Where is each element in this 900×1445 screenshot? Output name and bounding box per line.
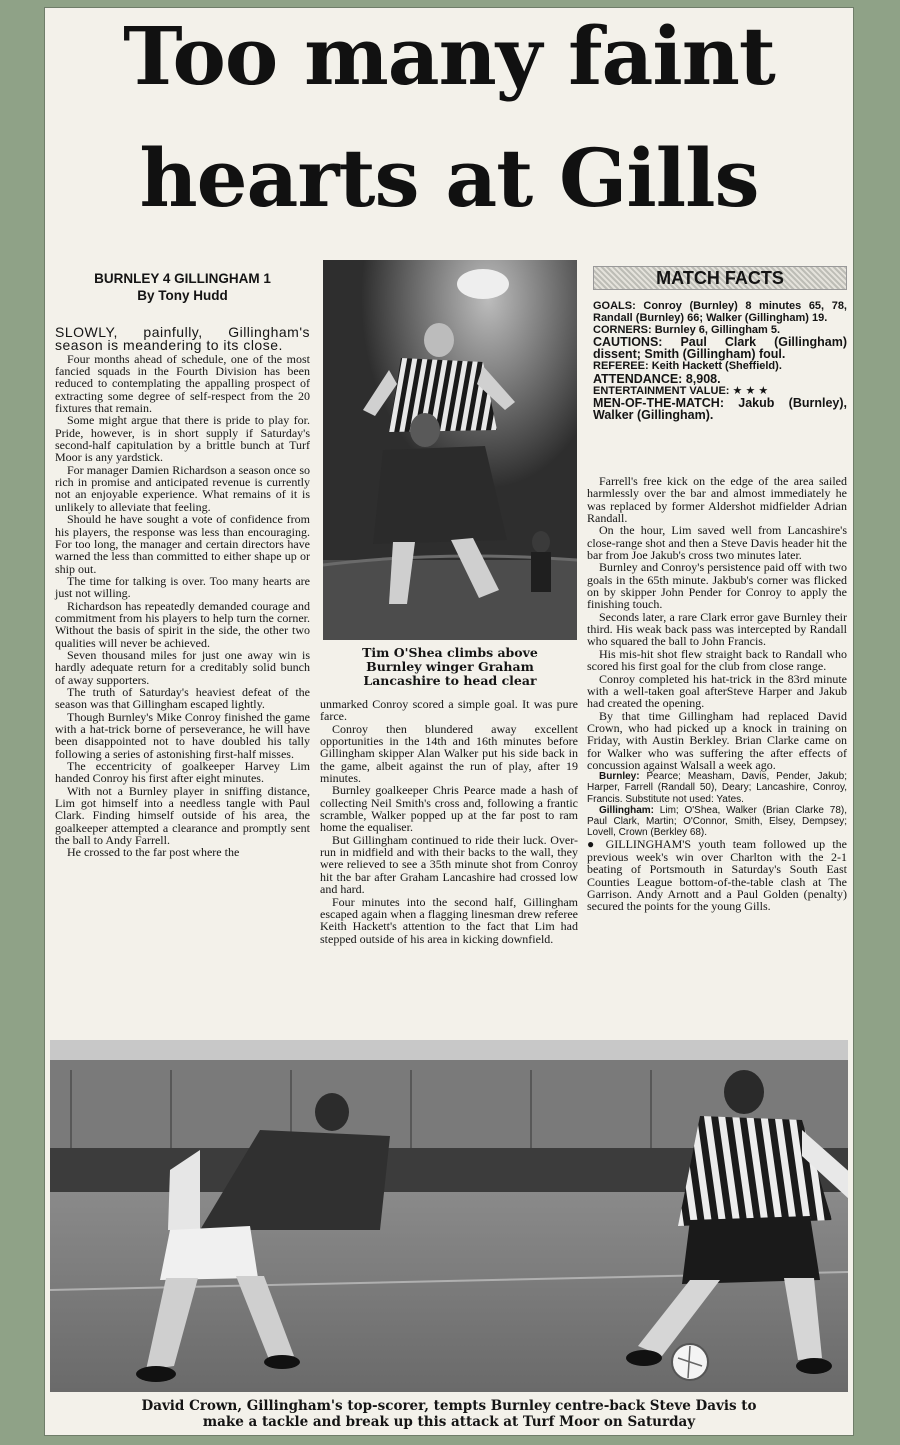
- article-paragraph: SLOWLY, painfully, Gillingham's season is meandering to its close.: [55, 324, 310, 354]
- article-paragraph: Some might argue that there is pride to play for. Pride, however, is in short supply if Saturday's second-half capitulation by a brittle bunch at Turf Moor is any yardstick.: [55, 413, 310, 465]
- article-paragraph: Farrell's free kick on the edge of the area sailed harmlessly over the bar and almost immediately he was replaced by former Aldershot midfielder Adrian Randall.: [587, 474, 847, 526]
- article-paragraph: With not a Burnley player in sniffing distance, Lim got himself into a needless tangle with Paul Clark. Finding himself outside of his area, the goalkeeper attempted a clearance and promptly sent the ball to Andy Farrell.: [55, 783, 310, 848]
- photo-header-challenge: [323, 260, 577, 640]
- headline-line-2: hearts at Gills: [139, 131, 759, 225]
- facts-men-of-the-match: MEN-OF-THE-MATCH: Jakub (Burnley), Walker (Gillingham).: [593, 395, 847, 422]
- photo-caption-1: Tim O'Shea climbs above Burnley winger Graham Lancashire to head clear: [362, 645, 538, 688]
- article-paragraph: For manager Damien Richardson a season once so rich in promise and anticipated revenue is currently not an enjoyable experience. What remains of it is unlikely to alleviate that feeling.: [55, 462, 310, 514]
- article-paragraph: Conroy then blundered away excellent opportunities in the 14th and 16th minutes before Gillingham skipper Alan Walker put his side back in the game, albeit against the run of play, after 19 minutes.: [320, 721, 578, 786]
- photo-caption-2: David Crown, Gillingham's top-scorer, tempts Burnley centre-back Steve Davis to make a tackle and break up this attack at Turf Moor on Saturday: [141, 1398, 757, 1430]
- article-column-1: [55, 326, 310, 859]
- article-paragraph: Burnley goalkeeper Chris Pearce made a hash of collecting Neil Smith's cross and, following a frantic scramble, Walker popped up at the far post to ram home the equaliser.: [320, 783, 578, 835]
- article-paragraph: He crossed to the far post where the: [67, 845, 240, 860]
- article-paragraph: Four months ahead of schedule, one of the most fancied squads in the Fourth Division has been reduced to contemplating the appalling prospect of extracting some degree of self-respect from the 20 fixtures that remain.: [55, 351, 310, 416]
- article-paragraph: Conroy completed his hat-trick in the 83rd minute with a well-taken goal afterSteve Harper and Jakub had created the opening.: [587, 671, 847, 711]
- facts-entertainment: ENTERTAINMENT VALUE: ★ ★ ★: [593, 384, 769, 397]
- article-paragraph: Richardson has repeatedly demanded courage and commitment from his players to help turn the corner. Without the basis of spirit in the side, the other two qualities will never be achieved.: [55, 598, 310, 650]
- article-paragraph: By that time Gillingham had replaced David Crown, who had picked up a knock in training on Friday, with Austin Berkley. Brian Clarke came on for Walker who was suffering the after effects of concussion against Walsall a week ago.: [587, 708, 847, 772]
- byline: [55, 270, 310, 304]
- star-rating: ★ ★ ★: [732, 384, 769, 397]
- facts-referee: REFEREE: Keith Hackett (Sheffield).: [593, 360, 782, 373]
- article-paragraph: unmarked Conroy scored a simple goal. It was pure farce.: [320, 697, 578, 724]
- headline-line-1: Too many faint: [123, 9, 775, 103]
- article-paragraph: The eccentricity of goalkeeper Harvey Lim handed Conroy his first after eight minutes.: [55, 759, 310, 786]
- facts-attendance: ATTENDANCE: 8,908.: [593, 371, 721, 386]
- lineup-gillingham: Gillingham: Lim; O'Shea, Walker (Brian Clarke 78), Paul Clark, Martin; O'Connor, Smith, Elsey, Dempsey; Lovell, Crown (Berkley 68).: [587, 804, 847, 839]
- lineup-burnley: Burnley: Pearce; Measham, Davis, Pender, Jakub; Harper, Farrell (Randall 50), Deary; Lancashire, Conroy, Francis. Substitute not used: Yates.: [587, 771, 848, 805]
- youth-team-note: ● GILLINGHAM'S youth team followed up the previous week's win over Charlton with the 2-1 beating of Portsmouth in Saturday's South East Counties League bottom-of-the-table clash at The Garrison. Andy Arnott and a Paul Golden (penalty) secured the points for the young Gills.: [587, 837, 847, 914]
- photo-tackle-image: [50, 1040, 848, 1392]
- facts-corners: CORNERS: Burnley 6, Gillingham 5.: [593, 324, 781, 337]
- article-paragraph: His mis-hit shot flew straight back to Randall who scored his first goal for the club from close range.: [587, 646, 847, 674]
- author: By Tony Hudd: [137, 288, 228, 303]
- photo-header-challenge-image: [323, 260, 577, 640]
- match-facts-header: [593, 266, 847, 290]
- article-paragraph: Seconds later, a rare Clark error gave Burnley their third. His weak back pass was intercepted by Randall who squared the ball to John Francis.: [587, 609, 847, 649]
- article-paragraph: But Gillingham continued to ride their luck. Over-run in midfield and with their backs to the wall, they were relieved to see a 35th minute shot from Conroy hit the bar after Graham Lancashire had crossed low and hard.: [320, 832, 578, 897]
- article-paragraph: On the hour, Lim saved well from Lancashire's close-range shot and then a Steve Davis header hit the bar from Joe Jakub's cross two minutes later.: [587, 523, 847, 563]
- article-paragraph: Though Burnley's Mike Conroy finished the game with a hat-trick borne of perseverance, he will have been disappointed not to have doubled his tally following a series of astonishing first-half misses.: [55, 709, 310, 761]
- article-paragraph: Seven thousand miles for just one away win is hardly adequate return for a creditably solid bunch of away supporters.: [55, 647, 310, 687]
- newspaper-clipping: [45, 8, 853, 1435]
- article-paragraph: The time for talking is over. Too many hearts are just not willing.: [55, 573, 310, 601]
- article-column-2: [320, 698, 578, 945]
- match-facts-title: MATCH FACTS: [656, 268, 784, 288]
- article-paragraph: The truth of Saturday's heaviest defeat of the season was that Gillingham escaped lightly.: [55, 684, 310, 712]
- article-paragraph: Four minutes into the second half, Gillingham escaped again when a flagging linesman drew referee Keith Hackett's attention to the fact that Lim had stepped outside of his area in kicking downfield.: [320, 894, 578, 946]
- article-column-3: [587, 475, 847, 913]
- facts-cautions: CAUTIONS: Paul Clark (Gillingham) dissent; Smith (Gillingham) foul.: [593, 335, 847, 362]
- photo-tackle: [50, 1040, 848, 1392]
- article-paragraph: Burnley and Conroy's persistence paid off with two goals in the 65th minute. Jakbub's corner was flicked on by skipper John Pender for Conroy to apply the finishing touch.: [587, 560, 847, 612]
- facts-goals: GOALS: Conroy (Burnley) 8 minutes 65, 78, Randall (Burnley) 66; Walker (Gillingham) 19.: [593, 300, 847, 325]
- match-facts: [593, 300, 847, 421]
- match-score: BURNLEY 4 GILLINGHAM 1: [94, 271, 271, 286]
- article-paragraph: Should he have sought a vote of confidence from his players, the response was less than encouraging. For too long, the manager and certain directors have warned the less than committed to either shape up or ship out.: [55, 512, 310, 576]
